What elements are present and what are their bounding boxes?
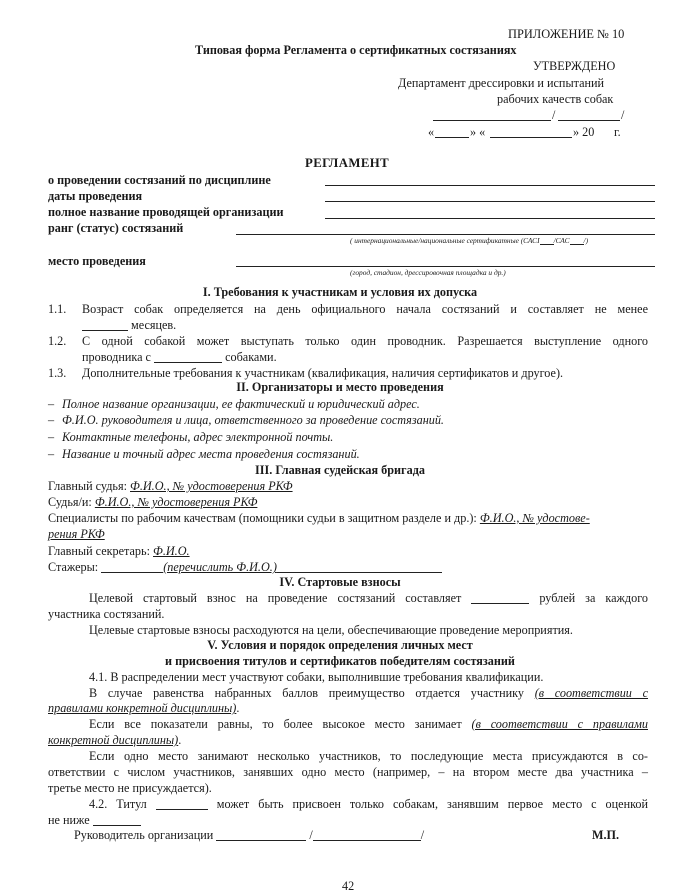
dogs-count-blank[interactable] xyxy=(154,350,222,363)
judge-value[interactable]: Ф.И.О., № удостоверения РКФ xyxy=(94,495,258,509)
chief-judge-row: Главный судья: Ф.И.О., № удостоверения РКФ xyxy=(48,479,293,493)
section-5-p4-cont-2: третье место не присуждается). xyxy=(48,781,212,795)
page-number: 42 xyxy=(342,879,355,893)
signature-slash-1: / xyxy=(552,108,556,122)
chief-judge-value[interactable]: Ф.И.О., № удостоверения РКФ xyxy=(130,479,293,493)
secretary-value[interactable]: Ф.И.О. xyxy=(153,544,190,558)
judge-row: Судья/и: Ф.И.О., № удостоверения РКФ xyxy=(48,495,258,509)
signature-slash-2: / xyxy=(621,108,625,122)
tiebreak-rule-1[interactable]: (в соответствии с xyxy=(534,686,649,700)
section-5-p5: 4.2. Титул может быть присвоен только собакам, занявшим первое место с оценкой xyxy=(89,797,649,811)
field-discipline-label: о проведении состязаний по дисциплине xyxy=(48,173,271,187)
trainees-value[interactable]: (перечислить Ф.И.О.) xyxy=(163,560,277,574)
section-2-item-3: – Контактные телефоны, адрес электронной почты. xyxy=(48,430,334,444)
section-1-item-3: 1.3. Дополнительные требования к участникам (квалификация, наличия сертификатов и другое). xyxy=(48,366,564,380)
trainees-row: Стажеры: (перечислить Ф.И.О.) xyxy=(48,559,442,575)
field-discipline-blank[interactable] xyxy=(325,185,655,186)
head-name-blank[interactable] xyxy=(313,828,421,841)
section-1-item-2-cont: проводника с собаками. xyxy=(82,350,277,364)
field-org-name-blank[interactable] xyxy=(325,218,655,219)
approver-signature-line[interactable] xyxy=(433,120,551,121)
appendix-label: ПРИЛОЖЕНИЕ № 10 xyxy=(508,27,625,41)
trainees-blank[interactable] xyxy=(101,560,163,573)
date-month-blank[interactable] xyxy=(490,137,572,138)
field-place-blank[interactable] xyxy=(236,266,655,267)
approver-name-line[interactable] xyxy=(558,120,620,121)
section-1-heading: I. Требования к участникам и условия их допуска xyxy=(202,285,478,299)
section-4-heading: IV. Стартовые взносы xyxy=(279,575,401,589)
start-fee-blank[interactable] xyxy=(471,591,529,604)
section-5-p3-cont: конкретной дисциплины). xyxy=(48,733,182,747)
field-rank-label: ранг (статус) состязаний xyxy=(48,221,184,235)
section-4-p1: Целевой стартовый взнос на проведение состязаний составляет рублей за каждого xyxy=(89,591,649,605)
date-quote-open: « xyxy=(428,125,435,139)
title-blank[interactable] xyxy=(156,797,208,810)
tiebreak-rule-2[interactable]: (в соответствии с правилами xyxy=(471,717,649,731)
specialists-value-cont[interactable]: рения РКФ xyxy=(48,527,105,541)
trainees-blank-tail xyxy=(277,560,442,573)
section-5-p4-cont: ответствии с числом участников, занявших одно место (например, – на втором месте два участника – xyxy=(48,765,648,779)
date-quote-mid: » « xyxy=(470,125,486,139)
section-5-heading-1: V. Условия и порядок определения личных мест xyxy=(207,638,473,652)
section-5-heading-2: и присвоения титулов и сертификатов победителям состязаний xyxy=(165,654,515,668)
head-signature-blank[interactable] xyxy=(216,828,306,841)
section-1-item-2: 1.2. С одной собакой может выступать только один проводник. Разрешается выступление одного xyxy=(48,334,648,348)
section-4-p1-cont: участника состязаний. xyxy=(48,607,165,621)
section-5-p1: 4.1. В распределении мест участвуют собаки, выполнившие требования квалификации. xyxy=(89,670,544,684)
section-3-heading: III. Главная судейская бригада xyxy=(255,463,425,477)
date-year-suffix: г. xyxy=(614,125,621,139)
section-4-p2: Целевые стартовые взносы расходуются на цели, обеспечивающие проведение мероприятия. xyxy=(89,623,573,637)
stamp-place-label: М.П. xyxy=(592,828,620,842)
section-2-item-4: – Название и точный адрес места проведения состязаний. xyxy=(48,447,360,461)
specialists-value[interactable]: Ф.И.О., № удостове- xyxy=(479,511,590,525)
section-2-item-2: – Ф.И.О. руководителя и лица, ответственного за проведение состязаний. xyxy=(48,413,444,427)
min-grade-blank[interactable] xyxy=(93,813,141,826)
tiebreak-rule-1-cont[interactable]: правилами конкретной дисциплины) xyxy=(48,701,237,715)
section-2-item-1: – Полное название организации, ее фактический и юридический адрес. xyxy=(48,397,420,411)
tiebreak-rule-2-cont[interactable]: конкретной дисциплины) xyxy=(48,733,179,747)
document-title: РЕГЛАМЕНТ xyxy=(305,156,390,170)
approved-label: УТВЕРЖДЕНО xyxy=(533,59,616,73)
date-quote-close: » 20 xyxy=(573,125,595,139)
min-age-blank[interactable] xyxy=(82,318,128,331)
specialists-row: Специалисты по рабочим качествам (помощники судьи в защитном разделе и др.): Ф.И.О., № удостове- xyxy=(48,511,590,525)
section-2-heading: II. Организаторы и место проведения xyxy=(236,380,444,394)
form-title: Типовая форма Регламента о сертификатных состязаниях xyxy=(195,43,517,57)
head-signature-row: Руководитель организации / / xyxy=(74,828,425,842)
field-place-hint: (город, стадион, дрессировочная площадка и др.) xyxy=(350,268,506,277)
field-place-label: место проведения xyxy=(48,254,146,268)
section-5-p2-cont: правилами конкретной дисциплины). xyxy=(48,701,240,715)
section-5-p5-cont: не ниже xyxy=(48,812,648,828)
department-line-1: Департамент дрессировки и испытаний xyxy=(398,76,605,90)
field-org-name-label: полное название проводящей организации xyxy=(48,205,284,219)
field-dates-label: даты проведения xyxy=(48,189,143,203)
secretary-row: Главный секретарь: Ф.И.О. xyxy=(48,544,190,558)
department-line-2: рабочих качеств собак xyxy=(497,92,614,106)
section-5-p4: Если одно место занимают несколько участников, то последующие места присуждаются в со- xyxy=(89,749,648,763)
section-5-p3: Если все показатели равны, то более высокое место занимает (в соответствии с правилами xyxy=(89,717,649,731)
section-5-p2: В случае равенства набранных баллов преимущество отдается участнику (в соответствии с xyxy=(89,686,649,700)
field-rank-hint: ( интернациональные/национальные сертификатные (САСI /САС /) xyxy=(350,236,589,245)
field-dates-blank[interactable] xyxy=(325,201,655,202)
field-rank-blank[interactable] xyxy=(236,234,655,235)
section-1-item-1-cont: месяцев. xyxy=(82,317,382,333)
section-1-item-1: 1.1. Возраст собак определяется на день официального начала состязаний и составляет не менее xyxy=(48,302,648,316)
date-day-blank[interactable] xyxy=(435,137,469,138)
